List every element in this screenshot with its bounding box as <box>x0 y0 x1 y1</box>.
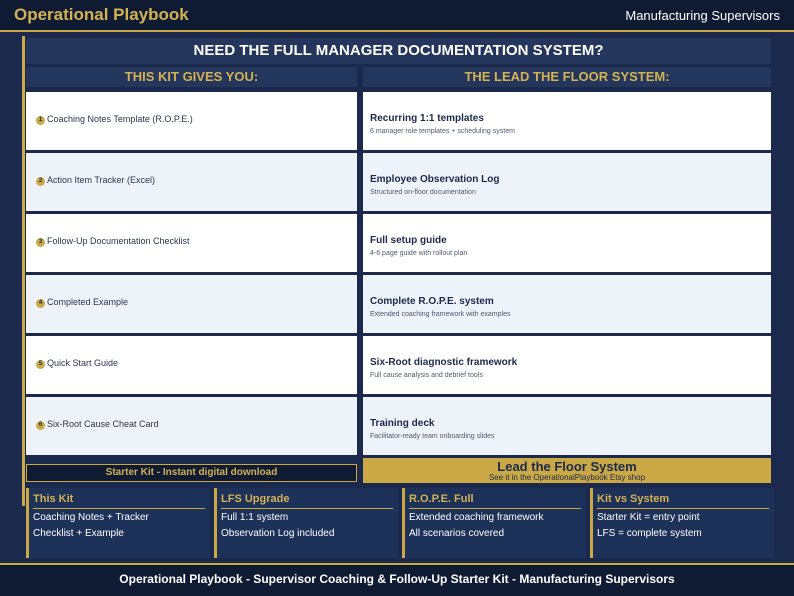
card-line: Observation Log included <box>221 528 335 539</box>
system-item <box>363 153 771 211</box>
system-item-title: Six-Root diagnostic framework <box>370 357 518 368</box>
kit-item-label: Follow-Up Documentation Checklist <box>47 236 190 246</box>
top-bar <box>0 0 794 32</box>
system-item-title: Employee Observation Log <box>370 174 500 185</box>
system-item-title: Recurring 1:1 templates <box>370 113 484 124</box>
summary-card-this-kit <box>26 488 210 558</box>
audience-label: Manufacturing Supervisors <box>625 8 780 23</box>
starter-kit-bar: Starter Kit - Instant digital download <box>26 464 357 482</box>
lead-the-floor-cta[interactable] <box>363 458 771 483</box>
card-divider <box>221 508 393 509</box>
kit-heading: THIS KIT GIVES YOU: <box>26 67 357 87</box>
system-item-subtitle: 6 manager role templates + scheduling system <box>370 128 515 135</box>
summary-card-kit-vs-system <box>590 488 774 558</box>
kit-item <box>26 153 357 211</box>
system-item <box>363 92 771 150</box>
system-item <box>363 214 771 272</box>
cta-subtitle: See it in the OperationalPlaybook Etsy shop <box>488 473 646 482</box>
number-badge: 5 <box>36 360 45 369</box>
kit-item-label: Six-Root Cause Cheat Card <box>47 419 159 429</box>
system-item-title: Complete R.O.P.E. system <box>370 296 494 307</box>
summary-card-rope-full <box>402 488 586 558</box>
number-badge: 6 <box>36 421 45 430</box>
number-badge: 2 <box>36 177 45 186</box>
card-divider <box>33 508 205 509</box>
card-line: All scenarios covered <box>409 528 505 539</box>
card-title: R.O.P.E. Full <box>409 493 474 505</box>
card-line: Starter Kit = entry point <box>597 512 700 523</box>
card-line: Coaching Notes + Tracker <box>33 512 149 523</box>
system-item-title: Full setup guide <box>370 235 447 246</box>
cta-title: Lead the Floor System <box>497 459 637 474</box>
card-title: This Kit <box>33 493 74 505</box>
card-divider <box>409 508 581 509</box>
system-heading: THE LEAD THE FLOOR SYSTEM: <box>363 67 771 87</box>
kit-item-label: Quick Start Guide <box>47 358 119 368</box>
kit-item <box>26 92 357 150</box>
kit-item-label: Completed Example <box>47 297 129 307</box>
system-item-title: Training deck <box>370 418 435 429</box>
kit-item <box>26 397 357 455</box>
page-footer: Operational Playbook - Supervisor Coaching & Follow-Up Starter Kit - Manufacturing Supervisors <box>0 565 794 596</box>
summary-card-lfs-upgrade <box>214 488 398 558</box>
system-item-subtitle: Structured on-floor documentation <box>370 189 476 196</box>
system-item-subtitle: Full cause analysis and debrief tools <box>370 372 483 379</box>
number-badge: 3 <box>36 238 45 247</box>
kit-item-label: Coaching Notes Template (R.O.P.E.) <box>47 114 193 124</box>
number-badge: 1 <box>36 116 45 125</box>
card-title: LFS Upgrade <box>221 493 290 505</box>
card-title: Kit vs System <box>597 493 670 505</box>
card-line: LFS = complete system <box>597 528 702 539</box>
kit-item <box>26 214 357 272</box>
card-line: Extended coaching framework <box>409 512 544 523</box>
system-item <box>363 275 771 333</box>
brand-title: Operational Playbook <box>14 5 189 24</box>
system-item-subtitle: 4-6 page guide with rollout plan <box>370 250 468 257</box>
system-item <box>363 397 771 455</box>
kit-item <box>26 275 357 333</box>
number-badge: 4 <box>36 299 45 308</box>
card-line: Full 1:1 system <box>221 512 289 523</box>
system-item <box>363 336 771 394</box>
kit-item-label: Action Item Tracker (Excel) <box>47 175 156 185</box>
system-item-subtitle: Facilitator-ready team onboarding slides <box>370 433 495 440</box>
card-line: Checklist + Example <box>33 528 124 539</box>
kit-item <box>26 336 357 394</box>
card-divider <box>597 508 769 509</box>
system-item-subtitle: Extended coaching framework with examples <box>370 311 511 318</box>
page-banner: NEED THE FULL MANAGER DOCUMENTATION SYSTEM? <box>26 38 771 64</box>
